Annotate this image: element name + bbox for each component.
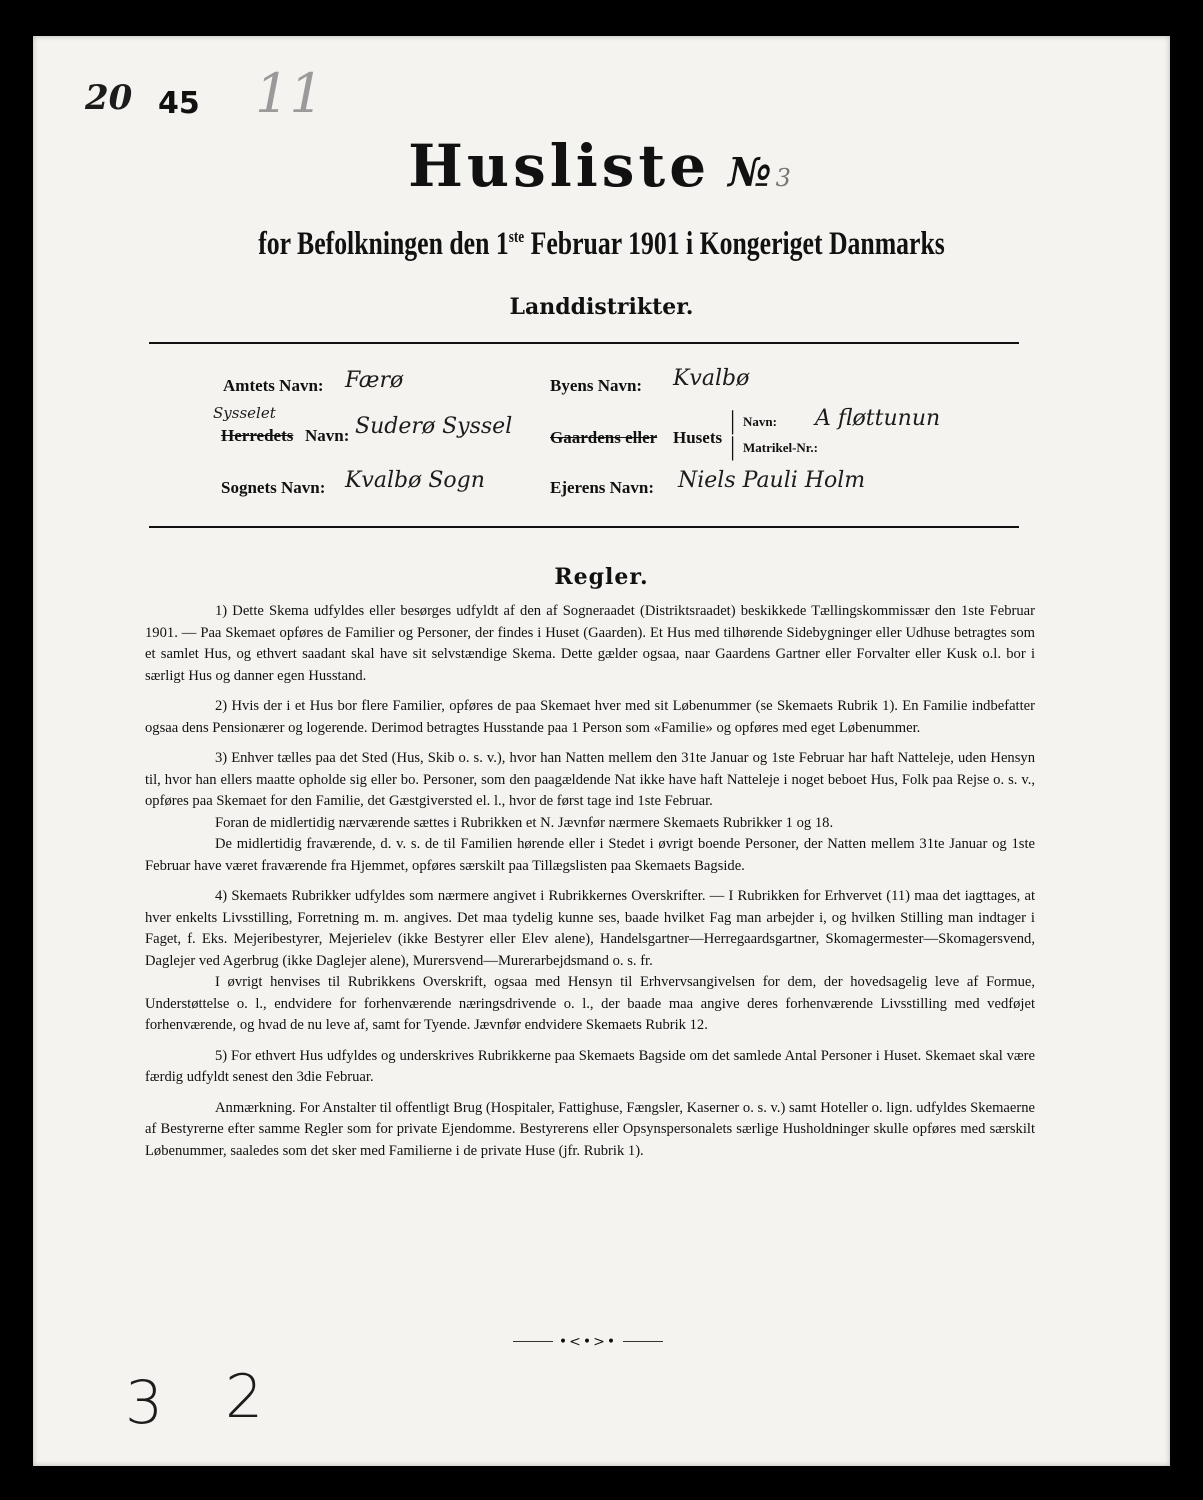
rule-1: 1) Dette Skema udfyldes eller besørges udfyldt af den af Sogneraadet (Distriktsraadet) beskikkede Tællingskommissær den 1ste Februar 1901. — Paa Skemaet opføres de Familier og Personer, der findes i Huset (Gaarden). Et Hus med tilhørende Sidebygninger eller Udhuse betragtes som et samlet Hus, og ethvert saadant skal have sit selvstændige Skema. Dette gælder ogsaa, naar Gaardens Gartner eller Forvalter eller Kusk o.l. bor i særligt Hus og danner egen Husstand. xyxy=(145,603,1035,684)
form-subtitle xyxy=(158,226,1045,263)
herred-struck-label: Herredets xyxy=(221,426,294,445)
census-sheet xyxy=(33,36,1170,1466)
matrikel-label: Matrikel-Nr.: xyxy=(743,440,818,455)
herred-value: Suderø Syssel xyxy=(355,414,513,439)
by-value: Kvalbø xyxy=(673,366,750,391)
rule-4: 4) Skemaets Rubrikker udfyldes som nærmere angivet i Rubrikkernes Overskrifter. — I Rubrikken for Erhvervet (11) maa det iagttages, at hver enkelts Livsstilling, Forretning m. m. angives. Det maa tydelig kunne ses, baade hvilket Fag man arbejder i, og hvilken Stilling man indtager i Faget, f. Eks. Mejeribestyrer, Mejerielev (ikke Bestyrer eller Elev alene), Handelsgartner—Herregaardsgartner, Skomagermester—Skomagersvend, Daglejer ved Agerbrug (ikke Daglejer alene), Murersvend—Murerarbejdsmand o. s. fr. xyxy=(145,888,1035,969)
gaard-struck-label: Gaardens eller xyxy=(550,428,658,447)
ornament-glyph: •<•>• xyxy=(553,1334,623,1350)
rules-heading: Regler. xyxy=(554,564,649,590)
sogn-value: Kvalbø Sogn xyxy=(345,468,485,493)
rule-4-continued: I øvrigt henvises til Rubrikkens Overskrift, ogsaa med Hensyn til Erhvervsangivelsen for dem, der hovedsagelig leve af Formue, Understøttelse o. l., endvidere for forhenværende næringsdrivende o. l., der baade maa angive deres forhenværende Livsstilling med vedføjet forhenværende, og hvad de nu leve af, samt for Tyende. Jævnfør endvidere Skemaets Rubrik 12. xyxy=(145,974,1035,1033)
subtitle-sup: ste xyxy=(508,227,525,246)
remark: Anmærkning. For Anstalter til offentligt Brug (Hospitaler, Fattighuse, Fængsler, Kaserner o. s. v.) samt Hoteller o. lign. udfyldes Skemaerne af Bestyrerne efter samme Regler som for private Ejendomme. Bestyrerens eller Opsynspersonalets særlige Husholdninger skulle opføres med særskilt Løbenummer, saaledes som det sker med Familierne i de private Huse (jfr. Rubrik 1). xyxy=(145,1099,1036,1159)
top-divider xyxy=(149,342,1019,344)
hand-number-right: 2 xyxy=(225,1362,264,1432)
sogn-label: Sognets Navn: xyxy=(221,478,326,497)
by-label: Byens Navn: xyxy=(550,376,643,395)
brace-top: | xyxy=(730,406,736,435)
subtitle-suffix: Februar 1901 i Kongeriget Danmarks xyxy=(524,226,945,262)
brace-bottom: | xyxy=(730,432,736,461)
form-district-type: Landdistrikter. xyxy=(509,294,694,320)
number-symbol: № xyxy=(728,149,776,196)
subtitle-prefix: for Befolkningen den 1 xyxy=(258,226,509,262)
list-number: 3 xyxy=(775,164,795,192)
title-text: Husliste xyxy=(408,132,711,200)
hand-number-left: 3 xyxy=(125,1368,164,1438)
rule-5: 5) For ethvert Hus udfyldes og underskrives Rubrikkerne paa Skemaets Bagside om det samlede Antal Personer i Huset. Skemaet skal være færdig udfyldt senest den 3die Februar. xyxy=(145,1047,1035,1085)
navn-label: Navn: xyxy=(743,414,777,429)
rule-3-note-n: Foran de midlertidig nærværende sættes i Rubrikken et N. Jævnfør nærmere Skemaets Rubrikker 1 og 18. xyxy=(215,814,834,831)
rules-body xyxy=(145,601,1035,1162)
gaard-value: A fløttunun xyxy=(815,406,941,431)
archive-number: 20 xyxy=(85,78,133,118)
form-title xyxy=(33,132,1170,200)
herred-added-label: Sysselet xyxy=(213,404,276,422)
rule-3: 3) Enhver tælles paa det Sted (Hus, Skib o. s. v.), hvor han Natten mellem den 31te Januar og 1ste Februar har haft Natteleje, uden Hensyn til, hvor han ellers maatte opholde sig eller bo. Personer, som den paagældende Nat ikke have haft Natteleje i noget beboet Hus, Folk paa Rejse o. s. v., opføres paa Skemaet for den Familie, det Gæstgiversted el. l., hvor de først tage ind 1ste Februar. xyxy=(145,750,1035,809)
amt-label: Amtets Navn: xyxy=(223,376,324,395)
ejer-value: Niels Pauli Holm xyxy=(678,468,866,493)
printed-number: 45 xyxy=(158,86,200,121)
ejer-label: Ejerens Navn: xyxy=(550,478,655,497)
gaard-label-suffix: Husets xyxy=(673,428,723,447)
pencil-number: 11 xyxy=(255,62,324,125)
herred-label-suffix: Navn: xyxy=(305,426,350,445)
amt-value: Færø xyxy=(345,368,404,393)
bottom-divider xyxy=(149,526,1019,528)
rule-3-absent: De midlertidig fraværende, d. v. s. de til Familien hørende eller i Stedet i øvrigt boende Personer, der Natten mellem 31te Januar og 1ste Februar have været fraværende fra Hjemmet, opføres særskilt paa Tillægslisten paa Skemaets Bagside. xyxy=(145,836,1035,874)
ornament xyxy=(513,1334,663,1350)
rule-2: 2) Hvis der i et Hus bor flere Familier, opføres de paa Skemaet hver med sit Løbenummer (se Skemaets Rubrik 1). En Familie indbefatter ogsaa dens Pensionærer og logerende. Derimod betragtes Husstande paa 1 Person som «Familie» og opføres med eget Løbenummer. xyxy=(145,698,1035,736)
